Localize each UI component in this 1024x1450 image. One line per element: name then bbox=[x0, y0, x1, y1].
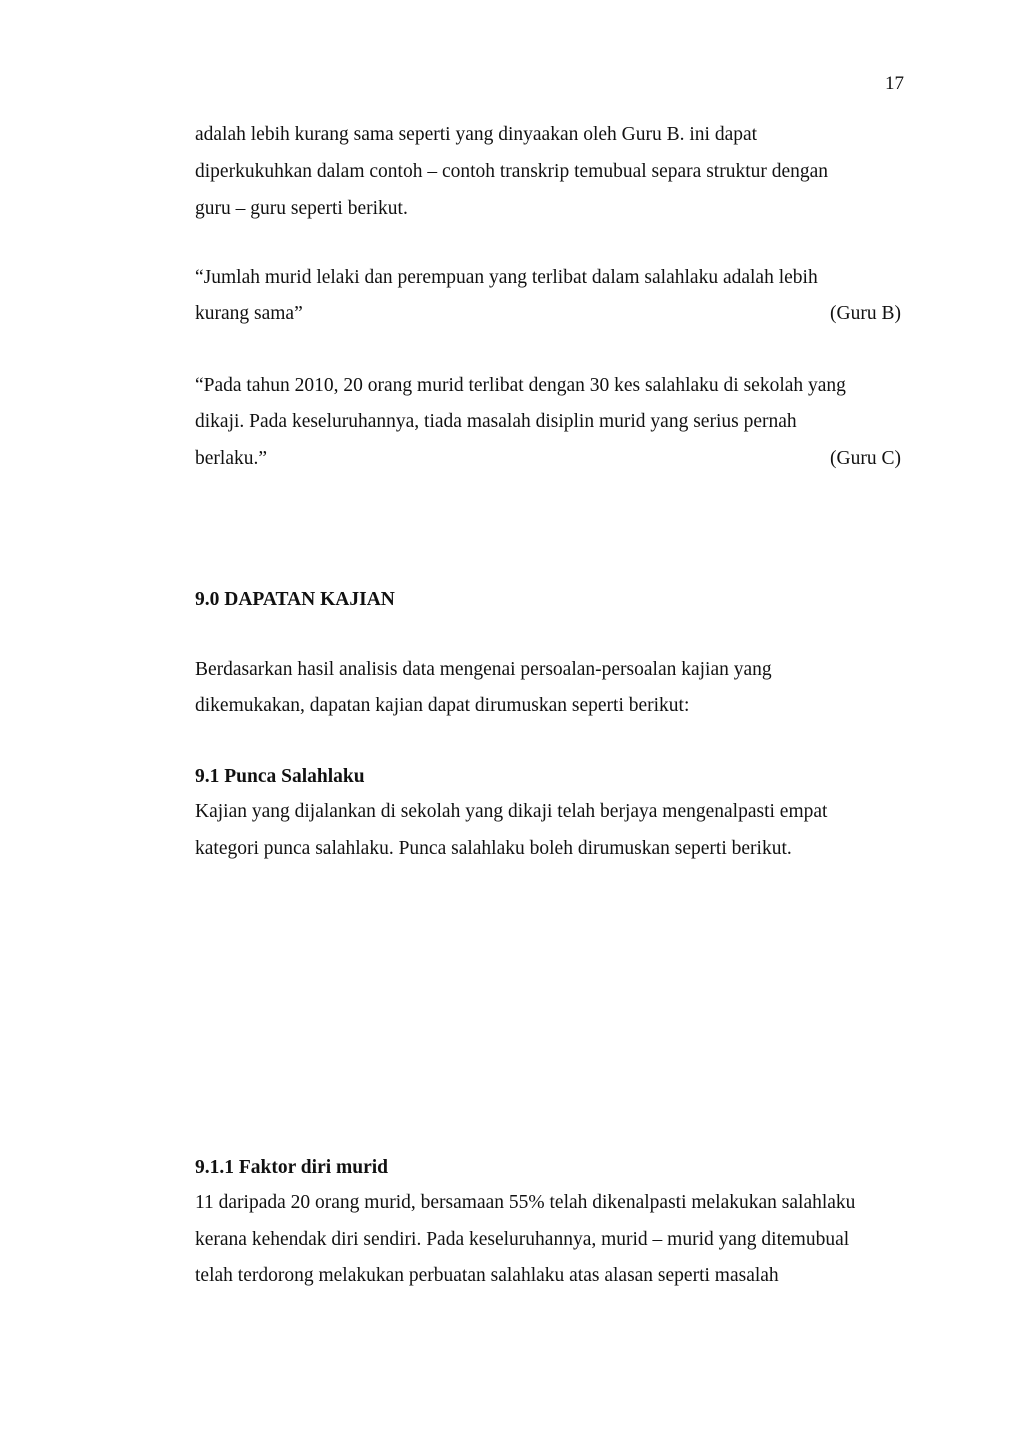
section-9-1-1-line-3: telah terdorong melakukan perbuatan salahlaku atas alasan seperti masalah bbox=[195, 1265, 779, 1286]
quote-c-line-3 bbox=[195, 449, 901, 469]
section-9-0-line-2: dikemukakan, dapatan kajian dapat dirumuskan seperti berikut: bbox=[195, 695, 690, 716]
page-number: 17 bbox=[885, 73, 904, 94]
section-9-1-1-heading: 9.1.1 Faktor diri murid bbox=[195, 1157, 389, 1178]
intro-line-1: adalah lebih kurang sama seperti yang dinyaakan oleh Guru B. ini dapat bbox=[195, 124, 758, 145]
quote-b-line-1: “Jumlah murid lelaki dan perempuan yang terlibat dalam salahlaku adalah lebih bbox=[195, 267, 818, 288]
section-9-1-heading: 9.1 Punca Salahlaku bbox=[195, 766, 365, 787]
section-9-0-heading: 9.0 DAPATAN KAJIAN bbox=[195, 589, 395, 610]
quote-b-line-2-text: kurang sama” bbox=[195, 303, 303, 324]
quote-b-attribution: (Guru B) bbox=[830, 303, 901, 324]
intro-line-2: diperkukuhkan dalam contoh – contoh transkrip temubual separa struktur dengan bbox=[195, 161, 829, 182]
section-9-1-1-line-2: kerana kehendak diri sendiri. Pada keseluruhannya, murid – murid yang ditemubual bbox=[195, 1229, 850, 1250]
section-9-0-line-1: Berdasarkan hasil analisis data mengenai persoalan-persoalan kajian yang bbox=[195, 659, 772, 680]
intro-line-3: guru – guru seperti berikut. bbox=[195, 198, 408, 219]
quote-b-line-2 bbox=[195, 304, 901, 324]
quote-c-line-2: dikaji. Pada keseluruhannya, tiada masalah disiplin murid yang serius pernah bbox=[195, 411, 797, 432]
section-9-1-line-2: kategori punca salahlaku. Punca salahlaku boleh dirumuskan seperti berikut. bbox=[195, 838, 792, 859]
quote-c-attribution: (Guru C) bbox=[830, 448, 901, 469]
quote-c-line-3-text: berlaku.” bbox=[195, 448, 268, 469]
section-9-1-line-1: Kajian yang dijalankan di sekolah yang dikaji telah berjaya mengenalpasti empat bbox=[195, 801, 828, 822]
quote-c-line-1: “Pada tahun 2010, 20 orang murid terlibat dengan 30 kes salahlaku di sekolah yang bbox=[195, 375, 846, 396]
section-9-1-1-line-1: 11 daripada 20 orang murid, bersamaan 55% telah dikenalpasti melakukan salahlaku bbox=[195, 1192, 856, 1213]
